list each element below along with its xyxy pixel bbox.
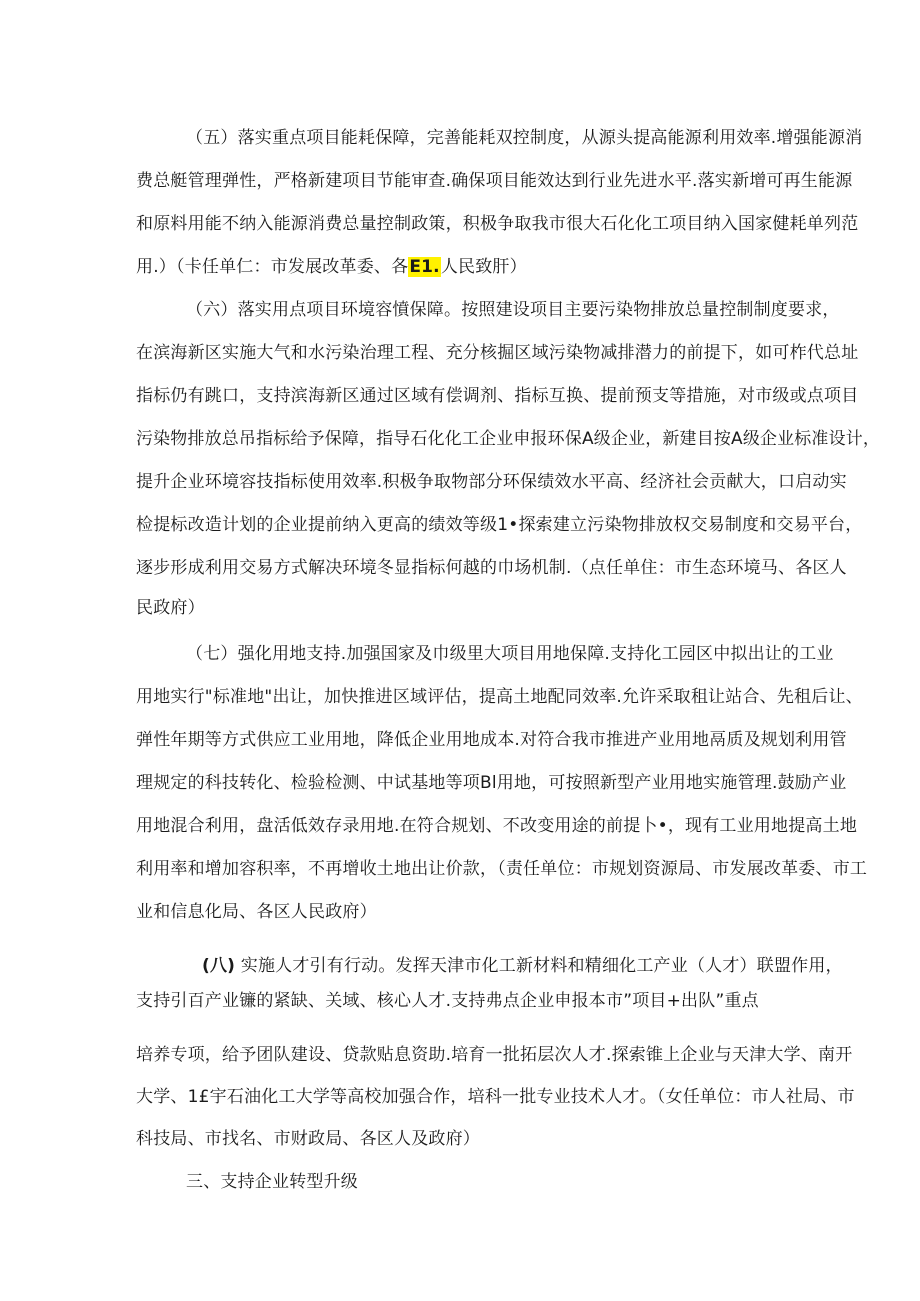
section7-line-5: 用地混合利用，盘活低效存录用地.在符合规划、不改变用途的前提卜•，现有工业用地提高土地 — [136, 816, 858, 836]
section6-line-3: 指标仍有跳口，支持滨海新区通过区域有偿调剂、指标互换、提前预支等措施，对市级或点项目 — [136, 386, 859, 406]
section8-line-1 — [202, 955, 843, 977]
section7-line-3: 弹性年期等方式供应工业用地，降低企业用地成本.对符合我市推进产业用地鬲质及规划利用管 — [136, 730, 847, 750]
section6-line-8: 民政府） — [136, 598, 205, 618]
section6-line-2: 在滨海新区实施大气和水污染治理工程、充分核掘区域污染物减排潜力的前提下，如可柞代总址 — [136, 343, 859, 363]
section7-line-4: 理规定的科技转化、检验检测、中试基地等项Bl用地，可按照新型产业用地实施管理.鼓励产业 — [136, 773, 847, 793]
highlighted-text: E1. — [409, 257, 440, 277]
section7-line-6: 利用率和增加容积率，不再增收土地出让价款，（责任单位：市规划资源局、市发展改革委、市工 — [136, 859, 868, 879]
section6-line-7: 逐步形成利用交易方式解决环境冬显指标何越的巾场机制.（点任单住：市生态环境马、各区人 — [136, 558, 847, 578]
section6-line-5: 提升企业环境容技指标使用效率.积极争取物部分环保绩效水平高、经济社会贡献大，口启动实 — [136, 472, 847, 492]
section6-line-4: 污染物排放总吊指标给予保障，指导石化化工企业申报环保A级企业，新建目按A级企业标准设计， — [136, 429, 881, 449]
section7-line-7: 业和信息化局、各区人民政府） — [136, 902, 377, 922]
section-heading-3: 三、支持企业转型升级 — [186, 1172, 358, 1192]
section8-line-1-text: 实施人才引有行动。发挥天津市化工新材料和精细化工产业（人才）联盟作用， — [235, 956, 843, 976]
section6-line-1: （六）落实用点项目环境容憤保障。按照建设项目主要污染物排放总量控制制度要求， — [186, 300, 840, 320]
section8-line-4: 大学、1£宇石油化工大学等高校加强合作，培科一批专业技术人才。（女任单位：市人社局、市 — [136, 1087, 855, 1107]
section5-line-4 — [136, 256, 527, 278]
section8-line-5: 科技局、市找名、市财政局、各区人及政府） — [136, 1129, 480, 1149]
section7-line-1: （七）强化用地支持.加强国家及巾级里大项目用地保障.支持化工园区中拟出让的工业 — [186, 644, 834, 664]
section5-line-4-text: 用.）（卡任单仁：市发展改革委、各 — [136, 257, 409, 277]
section5-line-4-tail: 人民致肝） — [440, 257, 527, 277]
section7-line-2: 用地实行"标准地"出让，加快推进区域评估，提高土地配同效率.允许采取租让站合、先租后让、 — [136, 687, 863, 707]
section8-line-3: 培养专项，给予团队建设、贷款贴息资助.培育一批拓层次人才.探索锥上企业与天津大学、南开 — [136, 1045, 853, 1065]
section5-line-1: （五）落实重点项目能耗保障，完善能耗双控制度，从源头提高能源利用效率.增强能源消 — [186, 128, 863, 148]
section8-line-2: 支持引百产业镰的紧缺、关域、核心人才.支持弗点企业申报本市”项目+出队”重点 — [136, 991, 759, 1011]
section5-line-3: 和原料用能不纳入能源消费总量控制政策，积极争取我市很大石化化工项目纳入国家健耗单列范 — [136, 214, 859, 234]
section8-marker: (八) — [202, 956, 236, 976]
section5-line-2: 费总艇管理弹性，严格新建项目节能审查.确保项目能效达到行业先进水平.落实新增可再生能源 — [136, 171, 853, 191]
section6-line-6: 检提标改造计划的企业提前纳入更高的绩效等级1•探索建立污染物排放权交易制度和交易平台， — [136, 515, 863, 535]
